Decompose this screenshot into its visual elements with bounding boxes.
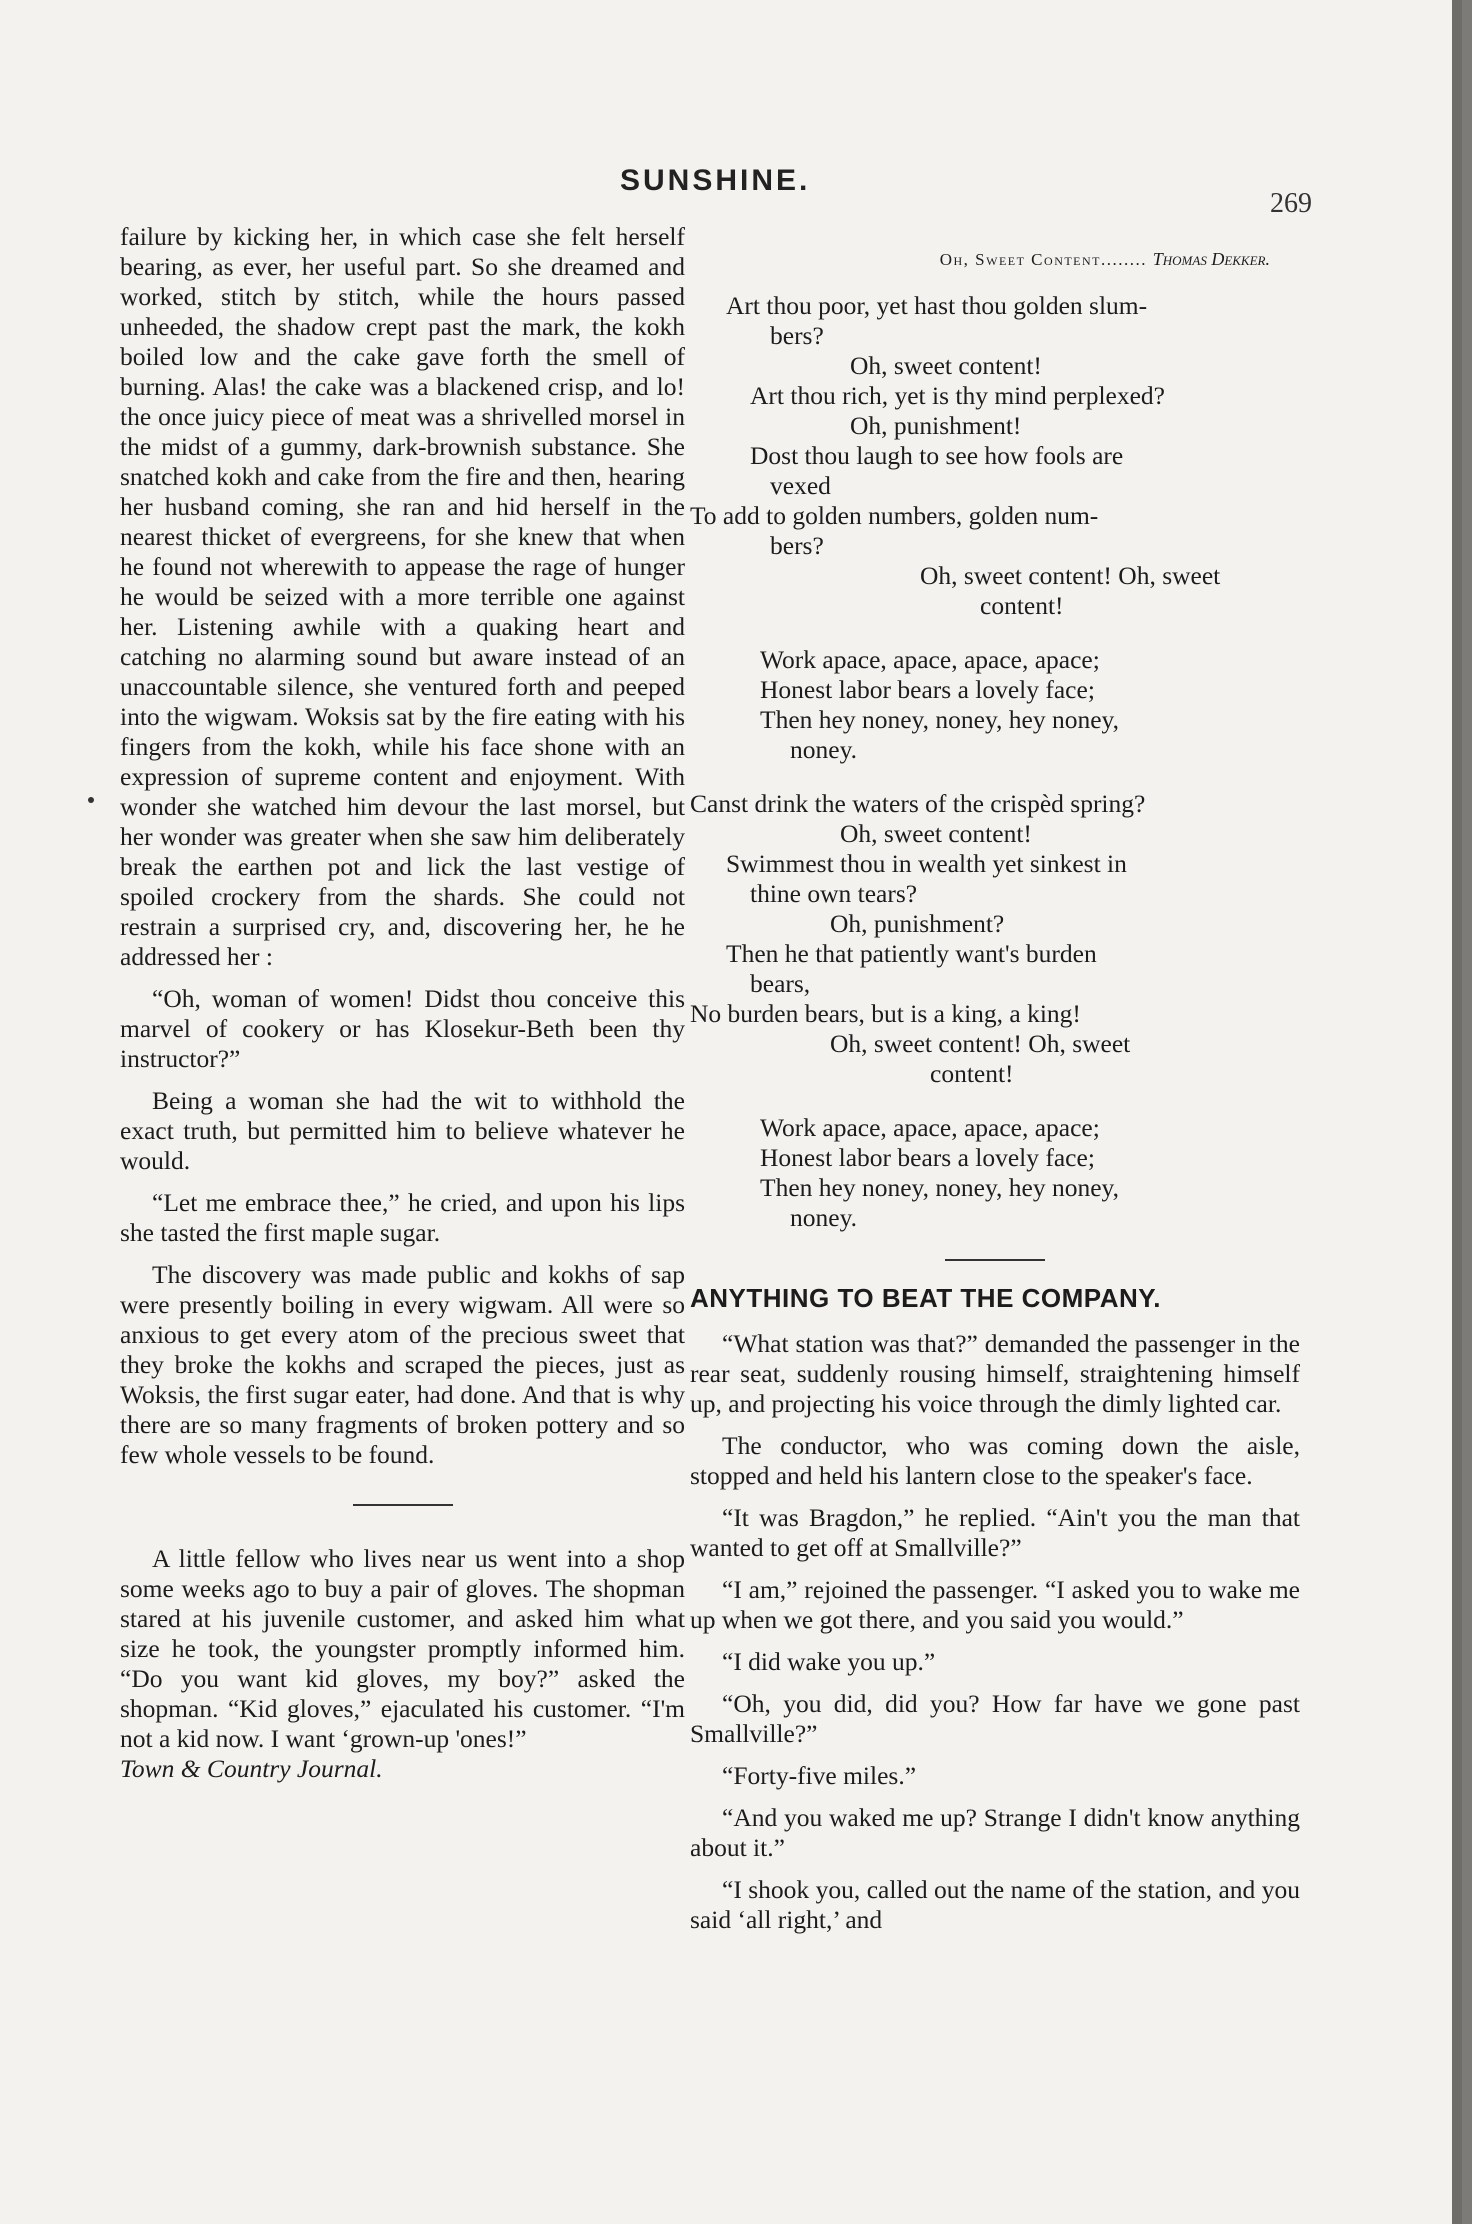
- poem-line: Honest labor bears a lovely face;: [760, 1143, 1095, 1172]
- story-paragraph: “Oh, woman of women! Didst thou conceive this marvel of cookery or has Klosekur-Beth been thy instructor?”: [120, 984, 685, 1073]
- story-paragraph: “Let me embrace thee,” he cried, and upon his lips she tasted the first maple sugar.: [120, 1188, 685, 1247]
- poem-line: thine own tears?: [750, 879, 918, 908]
- poem-line: content!: [980, 591, 1064, 620]
- article-paragraph: “And you waked me up? Strange I didn't know anything about it.”: [690, 1803, 1300, 1862]
- section-divider: [353, 1504, 453, 1506]
- story-paragraph: failure by kicking her, in which case she felt herself bearing, as ever, her useful part. So she dreamed and worked, stitch by stitch, while the hours passed unheeded, the shadow crept past the mark, the kokh boiled low and the cake gave forth the smell of burning. Alas! the cake was a blackened crisp, and lo! the once juicy piece of meat was a shrivelled morsel in the midst of a gummy, dark-brownish substance. She snatched kokh and cake from the fire and then, hearing her husband coming, she ran and hid herself in the nearest thicket of evergreens, for she knew that when he found not wherewith to appease the rage of hunger he would be seized with a more terrible one against her. Listening awhile with a quaking heart and catching no alarming sound but aware instead of an unaccountable silence, she ventured forth and peeped into the wigwam. Woksis sat by the fire eating with his fingers from the kokh, while his face shone with an expression of supreme content and enjoyment. With wonder she watched him devour the last morsel, but her wonder was greater when she saw him deliberately break the earthen pot and lick the last vestige of spoiled crockery from the shards. She could not restrain a surprised cry, and, discovering her, he he addressed her :: [120, 222, 685, 971]
- poem-title: [690, 244, 1270, 275]
- anecdote-source: Town & Country Journal.: [120, 1754, 383, 1783]
- poem-line: Then hey noney, noney, hey noney,: [760, 1173, 1120, 1202]
- poem-line: Oh, sweet content!: [850, 351, 1042, 380]
- poem: [690, 291, 1300, 1233]
- poem-line: No burden bears, but is a king, a king!: [690, 999, 1081, 1028]
- article-heading: ANYTHING TO BEAT THE COMPANY.: [690, 1283, 1161, 1313]
- poem-line: bers?: [770, 321, 824, 350]
- stanza-gap: [690, 621, 1300, 645]
- stanza-gap: [690, 765, 1300, 789]
- poem-line: Work apace, apace, apace, apace;: [760, 645, 1100, 674]
- left-column: [120, 222, 685, 1796]
- poem-line: vexed: [770, 471, 831, 500]
- anecdote-paragraph: [120, 1544, 685, 1784]
- poem-line: Work apace, apace, apace, apace;: [760, 1113, 1100, 1142]
- right-column: [690, 244, 1300, 1947]
- poem-title-text: Oh, Sweet Content........: [939, 250, 1148, 269]
- poem-line: content!: [930, 1059, 1014, 1088]
- poem-line: Oh, sweet content!: [840, 819, 1032, 848]
- poem-line: Art thou rich, yet is thy mind perplexed?: [750, 381, 1165, 410]
- anecdote-text: A little fellow who lives near us went into a shop some weeks ago to buy a pair of gloves. The shopman stared at his juvenile customer, and asked him what size he took, the youngster promptly informed him. “Do you want kid gloves, my boy?” asked the shopman. “Kid gloves,” ejaculated his customer. “I'm not a kid now. I want ‘grown-up 'ones!”: [120, 1544, 685, 1753]
- poem-line: Then hey noney, noney, hey noney,: [760, 705, 1120, 734]
- poem-line: Oh, sweet content! Oh, sweet: [830, 1029, 1131, 1058]
- poem-line: Then he that patiently want's burden: [726, 939, 1097, 968]
- poem-line: Dost thou laugh to see how fools are: [750, 441, 1124, 470]
- poem-author: Thomas Dekker.: [1152, 249, 1270, 269]
- poem-line: Swimmest thou in wealth yet sinkest in: [726, 849, 1127, 878]
- article-paragraph: “Oh, you did, did you? How far have we gone past Smallville?”: [690, 1689, 1300, 1748]
- poem-line: Oh, punishment?: [830, 909, 1005, 938]
- article-paragraph: “I shook you, called out the name of the station, and you said ‘all right,’ and: [690, 1875, 1300, 1934]
- story-paragraph: The discovery was made public and kokhs of sap were presently boiling in every wigwam. All were so anxious to get every atom of the precious sweet that they broke the kokhs and scraped the pieces, just as Woksis, the first sugar eater, had done. And that is why there are so many fragments of broken pottery and so few whole vessels to be found.: [120, 1260, 685, 1469]
- poem-line: Canst drink the waters of the crispèd spring?: [690, 789, 1146, 818]
- story-paragraph: Being a woman she had the wit to withhold the exact truth, but permitted him to believe whatever he would.: [120, 1086, 685, 1175]
- article-paragraph: “I am,” rejoined the passenger. “I asked you to wake me up when we got there, and you said you would.”: [690, 1575, 1300, 1634]
- article-paragraph: “It was Bragdon,” he replied. “Ain't you the man that wanted to get off at Smallville?”: [690, 1503, 1300, 1562]
- ink-speck: [88, 797, 94, 803]
- poem-line: To add to golden numbers, golden num-: [690, 501, 1099, 530]
- stanza-gap: [690, 1089, 1300, 1113]
- article-paragraph: “Forty-five miles.”: [722, 1761, 917, 1790]
- article-paragraph: The conductor, who was coming down the aisle, stopped and held his lantern close to the speaker's face.: [690, 1431, 1300, 1490]
- article-paragraph: “I did wake you up.”: [722, 1647, 936, 1676]
- page-header: SUNSHINE.: [620, 164, 811, 197]
- poem-line: noney.: [790, 735, 858, 764]
- section-divider: [945, 1259, 1045, 1261]
- page-edge-shadow: [1452, 0, 1462, 2224]
- poem-line: Honest labor bears a lovely face;: [760, 675, 1095, 704]
- poem-line: Art thou poor, yet hast thou golden slum-: [726, 291, 1148, 320]
- poem-line: bers?: [770, 531, 824, 560]
- poem-line: Oh, punishment!: [850, 411, 1022, 440]
- poem-line: Oh, sweet content! Oh, sweet: [920, 561, 1221, 590]
- poem-line: bears,: [750, 969, 811, 998]
- article-paragraph: “What station was that?” demanded the passenger in the rear seat, suddenly rousing himself, straightening himself up, and projecting his voice through the dimly lighted car.: [690, 1329, 1300, 1418]
- page-number: 269: [1270, 188, 1312, 219]
- poem-line: noney.: [790, 1203, 858, 1232]
